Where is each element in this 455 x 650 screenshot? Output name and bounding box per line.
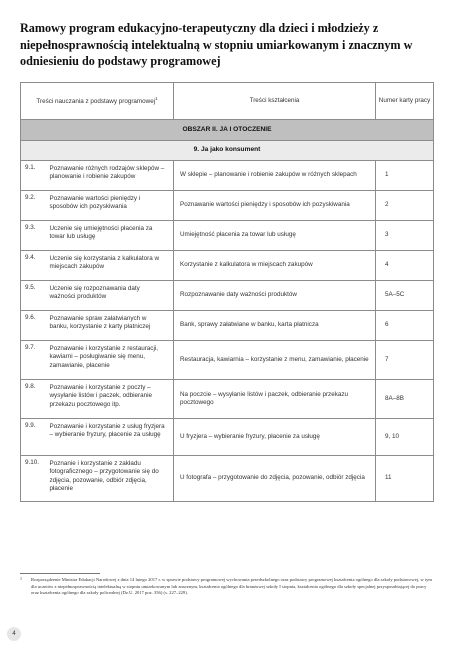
row-worksheet-number: 6 bbox=[376, 311, 434, 341]
table-row bbox=[21, 161, 434, 191]
row-worksheet-number: 7 bbox=[376, 341, 434, 380]
row-education-content: Poznawanie wartości pieniędzy i sposobów ich pozyskiwania bbox=[174, 191, 376, 221]
row-education-content: U fotografa – przygotowanie do zdjęcia, pozowanie, odbiór zdjęcia bbox=[174, 456, 376, 502]
table-row bbox=[21, 419, 434, 456]
row-number: 9.5. bbox=[21, 281, 47, 311]
row-curriculum-content: Poznawanie i korzystanie z poczty – wysyłanie listów i paczek, odbieranie przekazu pocztowego itp. bbox=[47, 380, 174, 419]
header-curriculum-label: Treści nauczania z podstawy programowej bbox=[36, 98, 156, 106]
row-curriculum-content: Poznawanie różnych rodzajów sklepów – planowanie i robienie zakupów bbox=[47, 161, 174, 191]
header-curriculum-content bbox=[21, 83, 174, 120]
row-curriculum-content: Uczenie się umiejętności płacenia za towar lub usługę bbox=[47, 221, 174, 251]
curriculum-table bbox=[20, 82, 434, 502]
table-row bbox=[21, 251, 434, 281]
row-curriculum-content: Uczenie się korzystania z kalkulatora w miejscach zakupów bbox=[47, 251, 174, 281]
row-number: 9.4. bbox=[21, 251, 47, 281]
row-curriculum-content: Uczenie się rozpoznawania daty ważności produktów bbox=[47, 281, 174, 311]
row-worksheet-number: 2 bbox=[376, 191, 434, 221]
row-number: 9.3. bbox=[21, 221, 47, 251]
row-curriculum-content: Poznawanie wartości pieniędzy i sposobów ich pozyskiwania bbox=[47, 191, 174, 221]
footnote bbox=[20, 577, 432, 597]
footnote-ref: 1 bbox=[155, 96, 158, 102]
row-education-content: W sklepie – planowanie i robienie zakupów w różnych sklepach bbox=[174, 161, 376, 191]
row-worksheet-number: 5A–5C bbox=[376, 281, 434, 311]
footnote-text: Rozporządzenie Ministra Edukacji Narodowej z dnia 14 lutego 2017 r. w sprawie podstawy programowej wychowania przedszkolnego oraz podstawy programowej kształcenia ogólnego dla szkoły podstawowej, w tym dla uczniów z niepełnosprawnością intelektualną w stopniu umiarkowanym lub znacznym, kształcenia ogólnego dla branżowej szkoły I stopnia, kształcenia ogólnego dla szkoły specjalnej przysposabiającej do pracy oraz kształcenia ogólnego dla szkoły policealnej (Dz.U. 2017 poz. 356) (s. 227–229). bbox=[31, 577, 432, 595]
footnote-divider bbox=[20, 573, 100, 574]
page-number: 4 bbox=[7, 627, 21, 641]
row-curriculum-content: Poznawanie i korzystanie z restauracji, kawiarni – posługiwanie się menu, zamawianie, płacenie bbox=[47, 341, 174, 380]
row-number: 9.9. bbox=[21, 419, 47, 456]
table-row bbox=[21, 456, 434, 502]
table-row bbox=[21, 191, 434, 221]
topic-heading: 9. Ja jako konsument bbox=[21, 141, 434, 161]
row-curriculum-content: Poznawanie i korzystanie z usług fryzjera – wybieranie fryzury, płacenie za usługę bbox=[47, 419, 174, 456]
table-row bbox=[21, 341, 434, 380]
area-heading: OBSZAR II. JA I OTOCZENIE bbox=[21, 120, 434, 141]
row-education-content: Rozpoznawanie daty ważności produktów bbox=[174, 281, 376, 311]
row-education-content: Restauracja, kawiarnia – korzystanie z menu, zamawianie, płacenie bbox=[174, 341, 376, 380]
row-number: 9.2. bbox=[21, 191, 47, 221]
row-worksheet-number: 8A–8B bbox=[376, 380, 434, 419]
page-title: Ramowy program edukacyjno-terapeutyczny dla dzieci i młodzieży z niepełnosprawnością intelektualną w stopniu umiarkowanym i znacznym w odniesieniu do podstawy programowej bbox=[20, 21, 413, 69]
row-education-content: U fryzjera – wybieranie fryzury, płacenie za usługę bbox=[174, 419, 376, 456]
row-worksheet-number: 9, 10 bbox=[376, 419, 434, 456]
row-number: 9.8. bbox=[21, 380, 47, 419]
table-row bbox=[21, 311, 434, 341]
row-number: 9.6. bbox=[21, 311, 47, 341]
area-row bbox=[21, 120, 434, 141]
footnote-mark: 1 bbox=[20, 576, 22, 581]
topic-row bbox=[21, 141, 434, 161]
row-number: 9.10. bbox=[21, 456, 47, 502]
row-curriculum-content: Poznanie i korzystanie z zakładu fotograficznego – przygotowanie się do zdjęcia, pozowanie, odbiór zdjęcia, płacenie bbox=[47, 456, 174, 502]
row-education-content: Umiejętność płacenia za towar lub usługę bbox=[174, 221, 376, 251]
row-curriculum-content: Poznawanie spraw załatwianych w banku, korzystanie z karty płatniczej bbox=[47, 311, 174, 341]
row-worksheet-number: 3 bbox=[376, 221, 434, 251]
row-worksheet-number: 4 bbox=[376, 251, 434, 281]
row-education-content: Bank, sprawy załatwiane w banku, karta płatnicza bbox=[174, 311, 376, 341]
row-education-content: Korzystanie z kalkulatora w miejscach zakupów bbox=[174, 251, 376, 281]
row-worksheet-number: 11 bbox=[376, 456, 434, 502]
table-row bbox=[21, 281, 434, 311]
table-row bbox=[21, 221, 434, 251]
row-number: 9.1. bbox=[21, 161, 47, 191]
row-worksheet-number: 1 bbox=[376, 161, 434, 191]
row-number: 9.7. bbox=[21, 341, 47, 380]
row-education-content: Na poczcie – wysyłanie listów i paczek, odbieranie przekazu pocztowego bbox=[174, 380, 376, 419]
table-row bbox=[21, 380, 434, 419]
table-header-row bbox=[21, 83, 434, 120]
header-education-content: Treści kształcenia bbox=[174, 83, 376, 120]
header-worksheet-number: Numer karty pracy bbox=[376, 83, 434, 120]
